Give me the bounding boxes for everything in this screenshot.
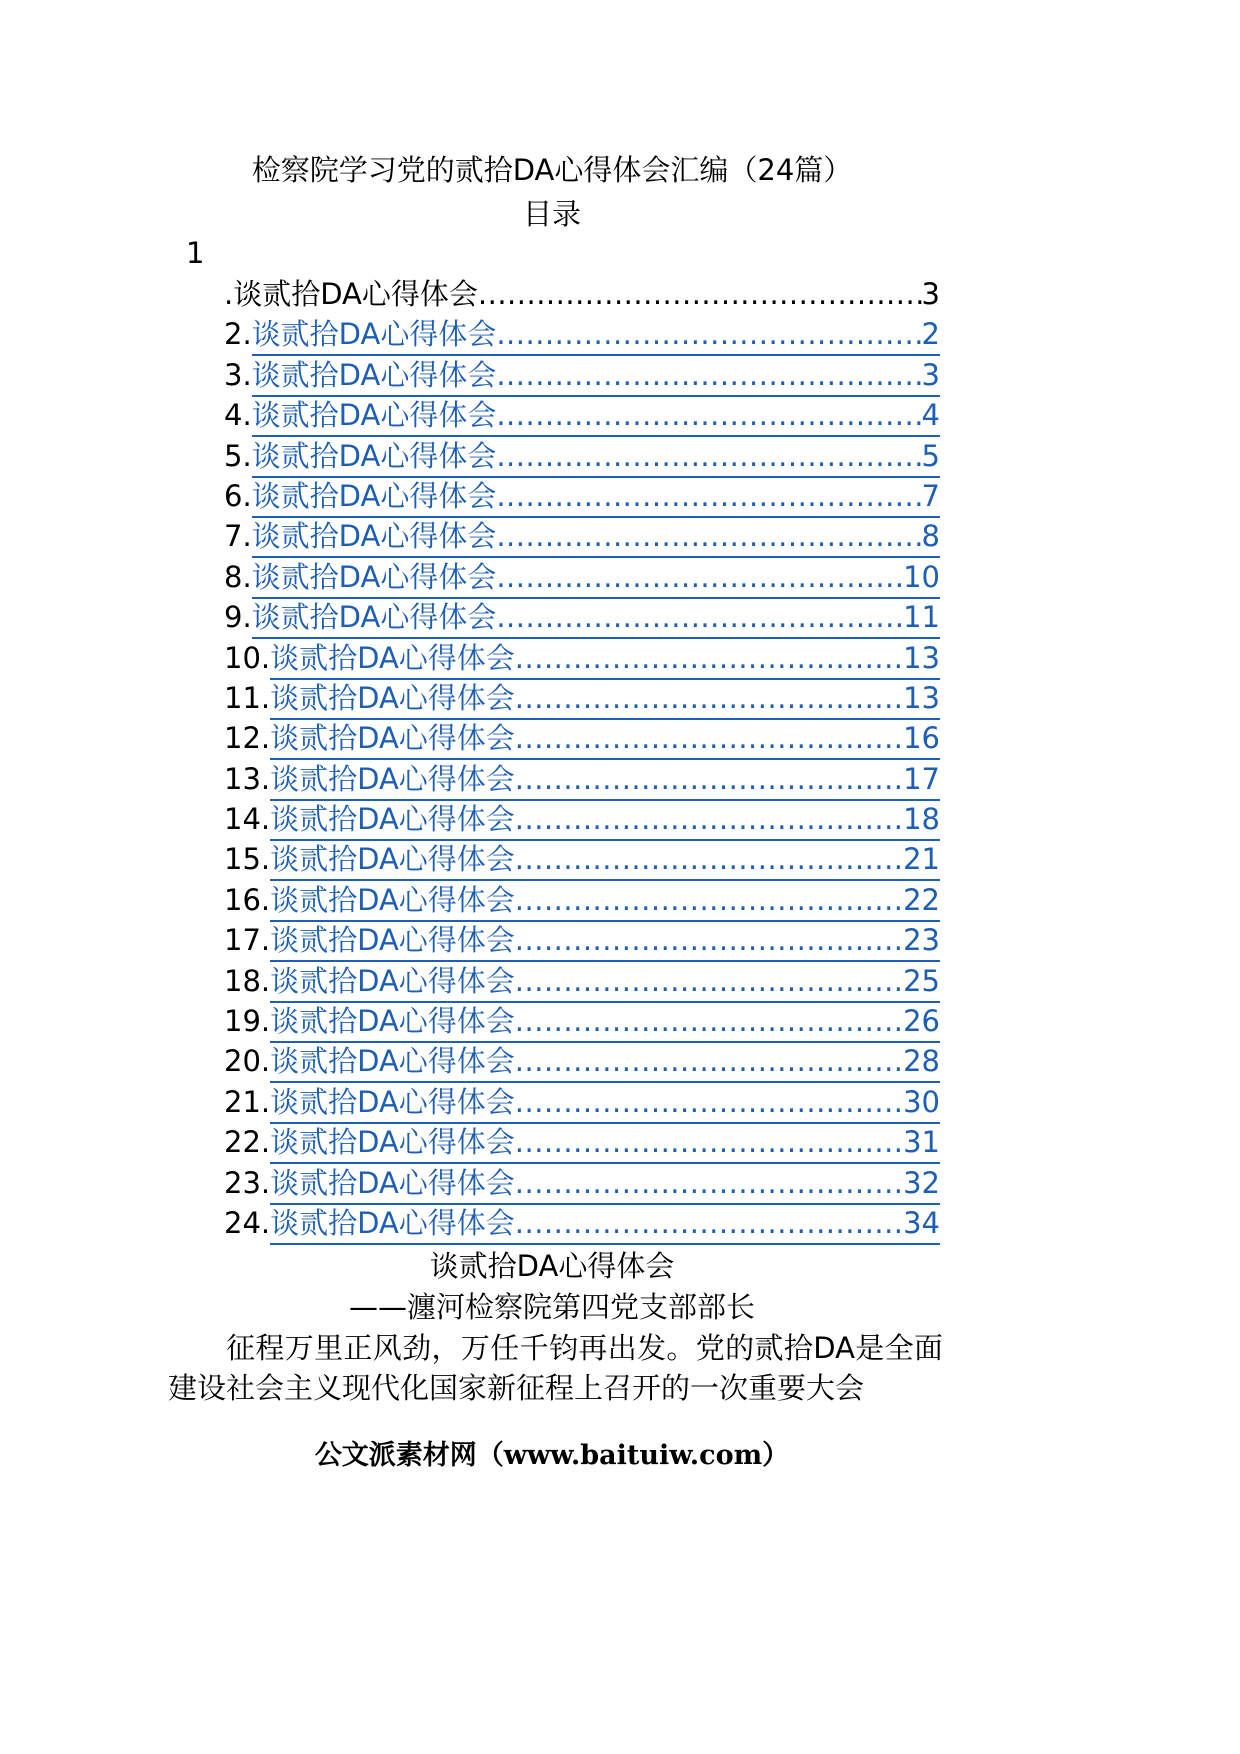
toc-dot-leader bbox=[515, 1163, 903, 1203]
toc-entry-number: 22. bbox=[224, 1125, 271, 1160]
toc-entry-page-number: 32 bbox=[903, 1165, 940, 1200]
toc-dot-leader bbox=[515, 880, 903, 920]
toc-entry-number: 16. bbox=[224, 882, 271, 917]
toc-entry bbox=[224, 880, 940, 920]
toc-dot-leader bbox=[496, 355, 921, 395]
toc-dot-leader bbox=[496, 476, 921, 516]
toc-dot-leader bbox=[515, 1041, 903, 1081]
toc-dot-leader bbox=[478, 274, 922, 314]
toc-entry-link[interactable] bbox=[270, 759, 940, 801]
toc-dot-leader bbox=[515, 920, 903, 960]
document-title: 检察院学习党的贰拾DA心得体会汇编（24篇） bbox=[251, 153, 853, 187]
toc-entry-title: 谈贰拾DA心得体会 bbox=[270, 1084, 515, 1119]
toc-entry-number: 24. bbox=[224, 1205, 271, 1240]
toc-entry bbox=[224, 436, 940, 476]
toc-entry bbox=[224, 1082, 940, 1122]
toc-entry bbox=[224, 920, 940, 960]
toc-entry-number: 19. bbox=[224, 1004, 271, 1039]
toc-entry-page-number: 28 bbox=[903, 1044, 940, 1079]
toc-entry-title: 谈贰拾DA心得体会 bbox=[270, 923, 515, 958]
toc-entry bbox=[224, 274, 940, 314]
toc-entry-title: 谈贰拾DA心得体会 bbox=[270, 1044, 515, 1079]
toc-entry-number: 8. bbox=[224, 559, 252, 594]
toc-entry bbox=[224, 355, 940, 395]
toc-entry-number: 6. bbox=[224, 478, 252, 513]
toc-entry-link[interactable] bbox=[270, 961, 940, 1003]
toc-entry-title: 谈贰拾DA心得体会 bbox=[270, 1004, 515, 1039]
toc-entry bbox=[224, 516, 940, 556]
toc-entry-page-number: 2 bbox=[921, 317, 940, 352]
toc-entry-number: 9. bbox=[224, 600, 252, 635]
toc-entry bbox=[224, 638, 940, 678]
toc-entry-number: 2. bbox=[224, 317, 252, 352]
toc-entry-page-number: 13 bbox=[903, 680, 940, 715]
toc-entry-number: 3. bbox=[224, 357, 252, 392]
toc-dot-leader bbox=[515, 1203, 903, 1243]
toc-entry-title: 谈贰拾DA心得体会 bbox=[270, 721, 515, 756]
article-body-paragraph: 征程万里正风劲，万任千钧再出发。党的贰拾DA是全面建设社会主义现代化国家新征程上召开的一次重要大会 bbox=[168, 1331, 943, 1405]
toc-entry-page-number: 22 bbox=[903, 882, 940, 917]
toc-entry-title: 谈贰拾DA心得体会 bbox=[251, 600, 497, 635]
toc-entry bbox=[224, 1203, 940, 1243]
toc-entry-number: . bbox=[224, 277, 234, 311]
toc-entry bbox=[224, 1001, 940, 1041]
toc-entry-link[interactable] bbox=[270, 880, 940, 922]
toc-entry-page-number: 10 bbox=[903, 559, 940, 594]
toc-entry-text-group bbox=[233, 274, 940, 314]
toc-dot-leader bbox=[496, 395, 921, 435]
toc-stray-number: 1 bbox=[186, 236, 205, 270]
toc-entry-page-number: 18 bbox=[903, 802, 940, 837]
toc-entry bbox=[224, 395, 940, 435]
toc-entry-title: 谈贰拾DA心得体会 bbox=[251, 559, 497, 594]
toc-entry-link[interactable] bbox=[252, 395, 940, 437]
toc-entry-page-number: 23 bbox=[903, 923, 940, 958]
toc-entry-link[interactable] bbox=[270, 718, 940, 760]
toc-entry-title: 谈贰拾DA心得体会 bbox=[270, 640, 515, 675]
toc-entry-number: 18. bbox=[224, 963, 271, 998]
toc-entry-number: 17. bbox=[224, 923, 271, 958]
toc-entry-page-number: 5 bbox=[921, 438, 940, 473]
toc-dot-leader bbox=[515, 839, 903, 879]
toc-entry-link[interactable] bbox=[270, 1163, 940, 1205]
toc-entry-number: 21. bbox=[224, 1084, 271, 1119]
toc-entry bbox=[224, 597, 940, 637]
toc-entry-link[interactable] bbox=[252, 597, 940, 639]
toc-entry bbox=[224, 839, 940, 879]
toc-entry-page-number: 7 bbox=[921, 478, 940, 513]
toc-dot-leader bbox=[515, 1082, 903, 1122]
toc-dot-leader bbox=[496, 314, 921, 354]
toc-entry-page-number: 26 bbox=[903, 1004, 940, 1039]
toc-dot-leader bbox=[496, 557, 903, 597]
toc-entry-link[interactable] bbox=[270, 1041, 940, 1083]
toc-entry-link[interactable] bbox=[252, 314, 940, 356]
toc-entry-number: 5. bbox=[224, 438, 252, 473]
toc-dot-leader bbox=[496, 516, 921, 556]
toc-entry-title: 谈贰拾DA心得体会 bbox=[233, 277, 478, 311]
toc-entry-link[interactable] bbox=[270, 839, 940, 881]
toc-entry-page-number: 17 bbox=[903, 761, 940, 796]
toc-entry-link[interactable] bbox=[270, 1001, 940, 1043]
toc-entry-page-number: 11 bbox=[903, 600, 940, 635]
toc-entry-title: 谈贰拾DA心得体会 bbox=[270, 1165, 515, 1200]
toc-entry-number: 14. bbox=[224, 802, 271, 837]
toc-dot-leader bbox=[515, 1001, 903, 1041]
toc-entry-title: 谈贰拾DA心得体会 bbox=[251, 357, 497, 392]
toc-entry-number: 23. bbox=[224, 1165, 271, 1200]
toc-entry-number: 12. bbox=[224, 721, 271, 756]
toc-entry-link[interactable] bbox=[252, 355, 940, 397]
article-author: ——瀍河检察院第四党支部部长 bbox=[348, 1290, 755, 1324]
footer-watermark: 公文派素材网（www.baituiw.com） bbox=[314, 1440, 790, 1471]
toc-entry bbox=[224, 1163, 940, 1203]
toc-entry-number: 15. bbox=[224, 842, 271, 877]
toc-entry-link[interactable] bbox=[252, 436, 940, 478]
toc-entry-title: 谈贰拾DA心得体会 bbox=[270, 1205, 515, 1240]
toc-entry-page-number: 4 bbox=[921, 398, 940, 433]
article-title: 谈贰拾DA心得体会 bbox=[429, 1249, 675, 1283]
toc-entry bbox=[224, 314, 940, 354]
toc-dot-leader bbox=[515, 718, 903, 758]
toc-dot-leader bbox=[496, 436, 921, 476]
toc-entry-title: 谈贰拾DA心得体会 bbox=[251, 398, 497, 433]
toc-entry-link[interactable] bbox=[270, 920, 940, 962]
toc-entry-page-number: 31 bbox=[903, 1125, 940, 1160]
toc-entry-link[interactable] bbox=[252, 557, 940, 599]
toc-entry-title: 谈贰拾DA心得体会 bbox=[270, 842, 515, 877]
toc-dot-leader bbox=[496, 597, 903, 637]
table-of-contents bbox=[224, 274, 940, 1243]
toc-entry-title: 谈贰拾DA心得体会 bbox=[270, 1125, 515, 1160]
toc-entry bbox=[224, 1041, 940, 1081]
toc-entry-title: 谈贰拾DA心得体会 bbox=[270, 680, 515, 715]
toc-entry-title: 谈贰拾DA心得体会 bbox=[251, 438, 497, 473]
toc-entry-link[interactable] bbox=[270, 678, 940, 720]
toc-entry-number: 13. bbox=[224, 761, 271, 796]
toc-entry-page-number: 34 bbox=[903, 1205, 940, 1240]
toc-entry-page-number: 3 bbox=[921, 357, 940, 392]
toc-entry bbox=[224, 799, 940, 839]
toc-entry-link[interactable] bbox=[270, 638, 940, 680]
toc-entry-link[interactable] bbox=[270, 799, 940, 841]
toc-entry-page-number: 25 bbox=[903, 963, 940, 998]
toc-entry-link[interactable] bbox=[252, 476, 940, 518]
toc-dot-leader bbox=[515, 961, 903, 1001]
toc-entry-page-number: 8 bbox=[921, 519, 940, 554]
toc-entry-page-number: 3 bbox=[921, 277, 940, 311]
toc-entry-page-number: 16 bbox=[903, 721, 940, 756]
toc-entry-number: 4. bbox=[224, 398, 252, 433]
toc-entry-number: 7. bbox=[224, 519, 252, 554]
toc-dot-leader bbox=[515, 799, 903, 839]
toc-entry bbox=[224, 718, 940, 758]
toc-entry-page-number: 30 bbox=[903, 1084, 940, 1119]
toc-entry-link[interactable] bbox=[252, 516, 940, 558]
toc-entry-number: 11. bbox=[224, 680, 271, 715]
toc-entry-number: 20. bbox=[224, 1044, 271, 1079]
toc-entry-title: 谈贰拾DA心得体会 bbox=[270, 761, 515, 796]
toc-entry-title: 谈贰拾DA心得体会 bbox=[270, 882, 515, 917]
toc-entry-page-number: 13 bbox=[903, 640, 940, 675]
toc-entry bbox=[224, 476, 940, 516]
toc-entry-link[interactable] bbox=[270, 1203, 940, 1245]
toc-dot-leader bbox=[515, 678, 903, 718]
toc-entry-title: 谈贰拾DA心得体会 bbox=[251, 519, 497, 554]
toc-entry-title: 谈贰拾DA心得体会 bbox=[251, 317, 497, 352]
toc-entry-link[interactable] bbox=[270, 1082, 940, 1124]
toc-entry bbox=[224, 759, 940, 799]
toc-entry-title: 谈贰拾DA心得体会 bbox=[251, 478, 497, 513]
toc-entry bbox=[224, 961, 940, 1001]
toc-dot-leader bbox=[515, 759, 903, 799]
toc-entry-link[interactable] bbox=[270, 1122, 940, 1164]
toc-dot-leader bbox=[515, 1122, 903, 1162]
toc-entry-title: 谈贰拾DA心得体会 bbox=[270, 802, 515, 837]
toc-entry bbox=[224, 1122, 940, 1162]
toc-entry-title: 谈贰拾DA心得体会 bbox=[270, 963, 515, 998]
toc-entry bbox=[224, 678, 940, 718]
toc-heading: 目录 bbox=[522, 197, 581, 231]
toc-dot-leader bbox=[515, 638, 903, 678]
toc-entry bbox=[224, 557, 940, 597]
toc-entry-number: 10. bbox=[224, 640, 271, 675]
toc-entry-page-number: 21 bbox=[903, 842, 940, 877]
